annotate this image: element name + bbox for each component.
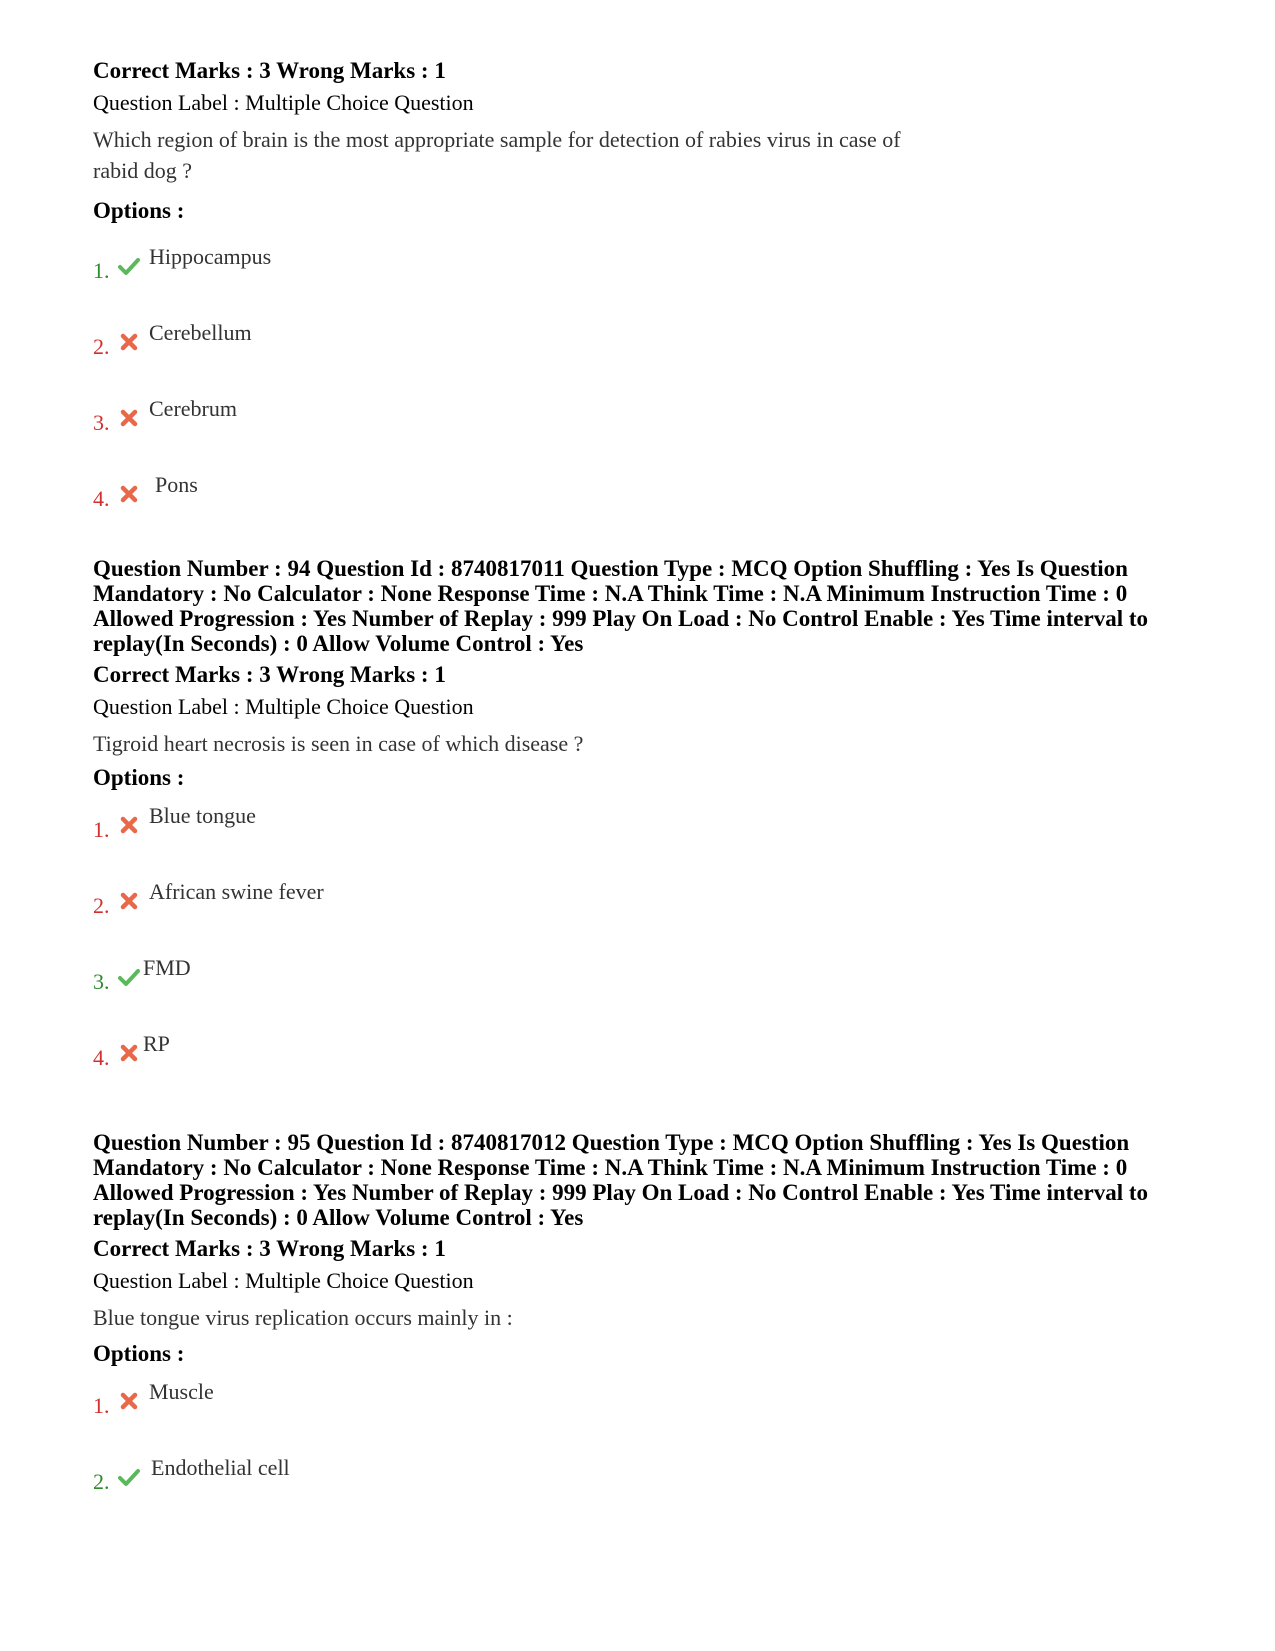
option-2 <box>93 320 1193 396</box>
question-meta: Question Number : 95 Question Id : 8740817012 Question Type : MCQ Option Shuffling : Yes Is Question Mandatory : No Calculator : None Response Time : N.A Think Time : N.A Minimum Instruction Time : 0 Allowed Progression : Yes Number of Replay : 999 Play On Load : No Control Enable : Yes Time interval to replay(In Seconds) : 0 Allow Volume Control : Yes <box>93 1130 1149 1230</box>
option-number: 2. <box>93 893 110 918</box>
checkmark-icon <box>117 1465 141 1489</box>
question-meta: Question Number : 94 Question Id : 8740817011 Question Type : MCQ Option Shuffling : Yes Is Question Mandatory : No Calculator : None Response Time : N.A Think Time : N.A Minimum Instruction Time : 0 Allowed Progression : Yes Number of Replay : 999 Play On Load : No Control Enable : Yes Time interval to replay(In Seconds) : 0 Allow Volume Control : Yes <box>93 556 1149 656</box>
question-label: Question Label : Multiple Choice Question <box>93 90 474 115</box>
option-text: Blue tongue <box>149 803 256 828</box>
option-number: 4. <box>93 486 110 511</box>
option-text: Cerebellum <box>149 320 252 345</box>
option-text: African swine fever <box>149 879 324 904</box>
option-text: RP <box>143 1031 170 1056</box>
marks-line: Correct Marks : 3 Wrong Marks : 1 <box>93 662 446 687</box>
question-text: Which region of brain is the most appropriate sample for detection of rabies virus in case of rabid dog ? <box>93 127 901 183</box>
option-number: 3. <box>93 969 110 994</box>
option-1 <box>93 803 1193 879</box>
cross-icon <box>117 482 141 506</box>
cross-icon <box>117 813 141 837</box>
option-3 <box>93 396 1193 472</box>
cross-icon <box>117 889 141 913</box>
cross-icon <box>117 1041 141 1065</box>
question-label: Question Label : Multiple Choice Question <box>93 1268 474 1293</box>
options-title: Options : <box>93 765 185 790</box>
option-text: Hippocampus <box>149 244 272 269</box>
option-2 <box>93 1455 1193 1531</box>
option-text: FMD <box>143 955 191 980</box>
option-text: Cerebrum <box>149 396 237 421</box>
option-number: 4. <box>93 1045 110 1070</box>
option-1 <box>93 1379 1193 1455</box>
question-block-95 <box>93 1130 1193 1531</box>
option-text: Endothelial cell <box>151 1455 290 1480</box>
option-1 <box>93 244 1193 320</box>
question-block-prev <box>93 56 1193 556</box>
option-4 <box>93 472 1193 548</box>
checkmark-icon <box>117 254 141 278</box>
option-number: 1. <box>93 1393 110 1418</box>
option-number: 3. <box>93 410 110 435</box>
cross-icon <box>117 330 141 354</box>
options-list <box>93 803 1193 1107</box>
option-3 <box>93 955 1193 1031</box>
options-title: Options : <box>93 198 185 223</box>
options-title: Options : <box>93 1341 185 1366</box>
option-text: Muscle <box>149 1379 214 1404</box>
option-2 <box>93 879 1193 955</box>
options-list <box>93 244 1193 548</box>
options-list <box>93 1379 1193 1531</box>
option-number: 2. <box>93 334 110 359</box>
question-paper <box>93 56 1193 1531</box>
option-4 <box>93 1031 1193 1107</box>
question-label: Question Label : Multiple Choice Question <box>93 694 474 719</box>
option-number: 1. <box>93 817 110 842</box>
question-text: Tigroid heart necrosis is seen in case of which disease ? <box>93 731 584 756</box>
option-text: Pons <box>155 472 198 497</box>
question-block-94 <box>93 556 1193 1130</box>
marks-line: Correct Marks : 3 Wrong Marks : 1 <box>93 1236 446 1261</box>
cross-icon <box>117 1389 141 1413</box>
option-number: 2. <box>93 1469 110 1494</box>
checkmark-icon <box>117 965 141 989</box>
option-number: 1. <box>93 258 110 283</box>
marks-line: Correct Marks : 3 Wrong Marks : 1 <box>93 58 446 83</box>
cross-icon <box>117 406 141 430</box>
question-text: Blue tongue virus replication occurs mainly in : <box>93 1305 513 1330</box>
